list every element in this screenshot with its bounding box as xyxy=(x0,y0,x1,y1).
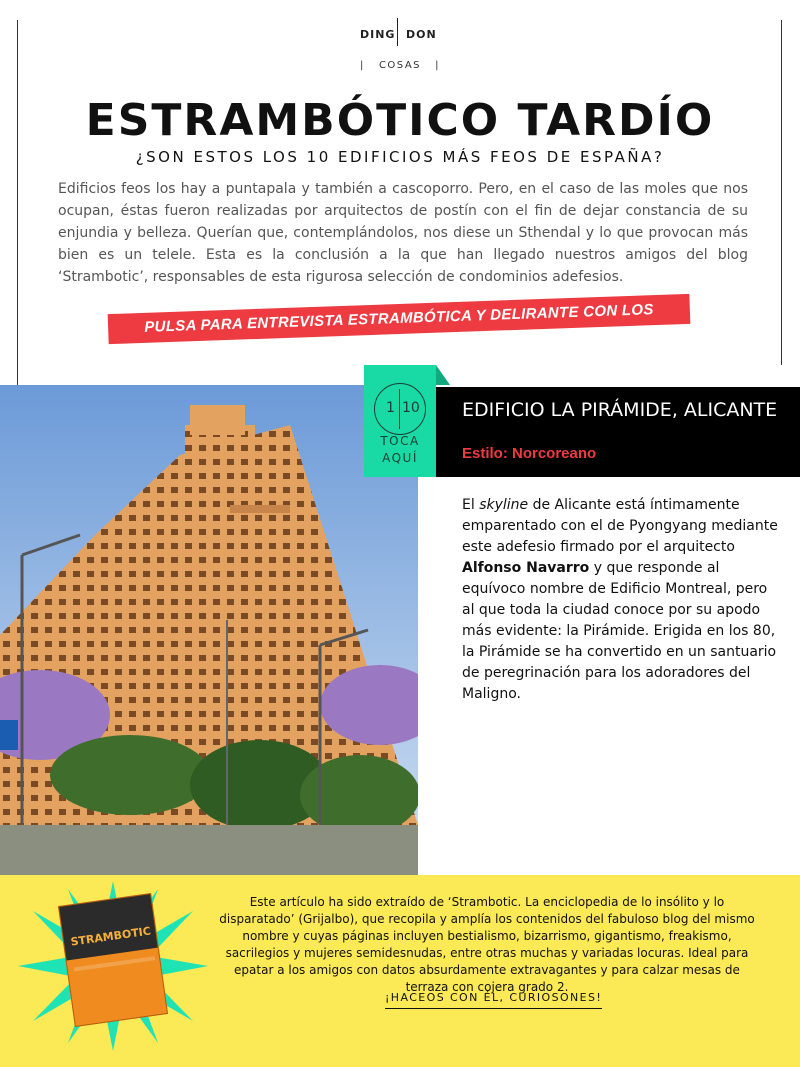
building-header xyxy=(436,387,800,477)
brand-divider xyxy=(397,18,398,46)
desc-architect: Alfonso Navarro xyxy=(462,560,590,576)
desc-part-1: El xyxy=(462,497,480,513)
brand-right: DON xyxy=(406,28,437,41)
counter-current: 1 xyxy=(386,400,395,416)
counter-separator xyxy=(399,389,400,429)
desc-skyline: skyline xyxy=(479,497,529,513)
counter-total: 10 xyxy=(402,400,420,416)
right-rule xyxy=(781,20,782,365)
book-cover-title: STRAMBOTIC xyxy=(69,924,152,949)
interview-link-button[interactable]: PULSA PARA ENTREVISTA ESTRAMBÓTICA Y DELIRANTE CON LOS AUTORES xyxy=(108,294,691,344)
building-style: Estilo: Norcoreano xyxy=(462,445,597,462)
intro-paragraph: Edificios feos los hay a puntapala y también a cascoporro. Pero, en el caso de las moles que nos ocupan, éstas fueron realizadas por arquitectos de postín con el fin de dejar constancia de su enjundia y belleza. Querían que, contemplándolos, nos diese un Sthendal y lo que provocan más bien es un telele. Esta es la conclusión a la que han llegado nuestros amigos del blog ‘Strambotic’, responsables de esta rigurosa selección de condominios adefesios. xyxy=(58,181,748,285)
counter-tab-fold xyxy=(436,365,450,385)
building-description xyxy=(462,495,782,705)
book-credit: Este artículo ha sido extraído de ‘Strambotic. La enciclopedia de lo insólito y lo disparatado’ (Grijalbo), que recopila y amplía los contenidos del fabuloso blog del mismo nombre y cuyas páginas incluyen bestialismo, bizarrismo, gigantismo, freakismo, sacrilegios y mujeres semidesnudas, entre otras muchas y variadas locuras. Ideal para epatar a los amigos con datos absurdamente extravagantes y para calzar mesas de terraza con cojera grado 2. xyxy=(219,895,755,994)
tap-line-2: AQUÍ xyxy=(382,451,418,465)
building-name: EDIFICIO LA PIRÁMIDE, ALICANTE xyxy=(462,399,778,421)
book-cover[interactable] xyxy=(58,893,168,1027)
desc-part-2: de Alicante está íntimamente emparentado con el de Pyongyang mediante este adefesio firmado por el arquitecto xyxy=(462,497,778,555)
tap-here-label xyxy=(364,433,436,467)
tap-line-1: TOCA xyxy=(380,434,420,448)
book-cover-stripe xyxy=(74,956,156,971)
page-subtitle: ¿SON ESTOS LOS 10 EDIFICIOS MÁS FEOS DE ESPAÑA? xyxy=(135,148,665,166)
page-title: ESTRAMBÓTICO TARDÍO xyxy=(85,95,715,146)
counter-circle xyxy=(374,383,426,435)
building-photo xyxy=(0,385,418,875)
section-label: | COSAS | xyxy=(360,60,440,71)
book-promo-band xyxy=(0,875,800,1067)
counter-tab[interactable] xyxy=(364,365,436,477)
brand-logo[interactable] xyxy=(350,24,450,46)
desc-part-3: y que responde al equívoco nombre de Edificio Montreal, pero al que toda la ciudad conoce por su apodo más evidente: la Pirámide. Erigida en los 80, la Pirámide se ha convertido en un santuario de peregrinación para los adoradores del Maligno. xyxy=(462,560,777,702)
brand-left: DING xyxy=(360,28,396,41)
get-book-link[interactable]: ¡HACEOS CON ÉL, CURIOSONES! xyxy=(385,991,602,1009)
